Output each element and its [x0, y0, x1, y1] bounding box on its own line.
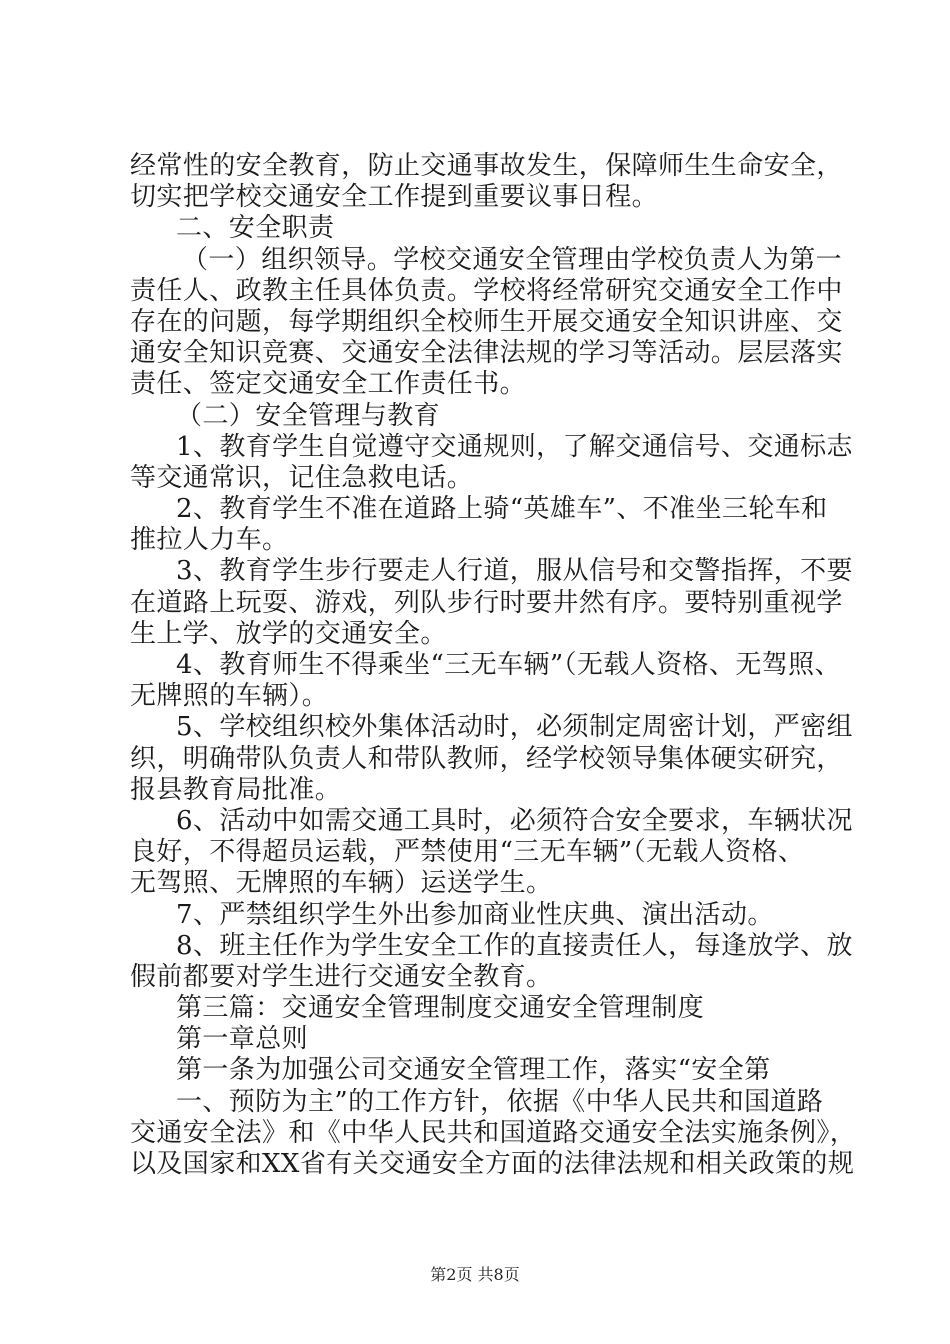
text-line: 切实把学校交通安全工作提到重要议事日程。 — [130, 182, 659, 213]
text-line: 2、教育学生不准在道路上骑“英雄车”、不准坐三轮车和 — [176, 494, 828, 525]
text-line: 织，明确带队负责人和带队教师，经学校领导集体硬实研究， — [130, 743, 843, 774]
text-line: 无驾照、无牌照的车辆）运送学生。 — [130, 868, 553, 899]
text-line: 3、教育学生步行要走人行道，服从信号和交警指挥，不要 — [176, 556, 853, 587]
text-line: 假前都要对学生进行交通安全教育。 — [130, 961, 553, 992]
text-line: 交通安全法》和《中华人民共和国道路交通安全法实施条例》， — [130, 1117, 857, 1148]
chapter-title: 第三篇：交通安全管理制度交通安全管理制度 — [176, 993, 705, 1024]
text-line: 推拉人力车。 — [130, 525, 289, 556]
section-heading: 二、安全职责 — [176, 213, 335, 244]
text-line: 责任、签定交通安全工作责任书。 — [130, 369, 527, 400]
text-line: 1、教育学生自觉遵守交通规则，了解交通信号、交通标志 — [176, 431, 853, 462]
text-line: 等交通常识，记住急救电话。 — [130, 462, 474, 493]
text-line: 7、严禁组织学生外出参加商业性庆典、演出活动。 — [176, 899, 774, 930]
text-line: 生上学、放学的交通安全。 — [130, 618, 447, 649]
text-line: 以及国家和XX省有关交通安全方面的法律法规和相关政策的规 — [130, 1149, 855, 1179]
text-line: 经常性的安全教育，防止交通事故发生，保障师生生命安全， — [130, 151, 843, 181]
text-line: 在道路上玩耍、游戏，列队步行时要井然有序。要特别重视学 — [130, 587, 843, 618]
text-line: 责任人、政教主任具体负责。学校将经常研究交通安全工作中 — [130, 275, 843, 306]
subsection-heading: （二）安全管理与教育 — [176, 400, 441, 431]
text-line: 5、学校组织校外集体活动时，必须制定周密计划，严密组 — [176, 712, 853, 743]
text-line: 通安全知识竞赛、交通安全法律法规的学习等活动。层层落实 — [130, 338, 843, 369]
text-line: 报县教育局批准。 — [130, 774, 342, 805]
text-line: 8、班主任作为学生安全工作的直接责任人，每逢放学、放 — [176, 930, 853, 961]
text-line: （一）组织领导。学校交通安全管理由学校负责人为第一 — [182, 244, 843, 275]
text-line: 一、预防为主”的工作方针，依据《中华人民共和国道路 — [176, 1086, 824, 1117]
text-line: 4、教育师生不得乘坐“三无车辆”（无载人资格、无驾照、 — [176, 650, 841, 680]
text-line: 存在的问题，每学期组织全校师生开展交通安全知识讲座、交 — [130, 306, 843, 337]
text-line: 无牌照的车辆）。 — [130, 681, 329, 712]
document-body — [130, 151, 857, 1180]
text-line: 良好，不得超员运载，严禁使用“三无车辆”（无载人资格、 — [130, 837, 805, 868]
text-line: 第一条为加强公司交通安全管理工作，落实“安全第 — [176, 1055, 771, 1086]
chapter-heading: 第一章总则 — [176, 1024, 309, 1055]
page-number: 第2页 共8页 — [430, 1265, 520, 1284]
text-line: 6、活动中如需交通工具时，必须符合安全要求，车辆状况 — [176, 805, 853, 836]
